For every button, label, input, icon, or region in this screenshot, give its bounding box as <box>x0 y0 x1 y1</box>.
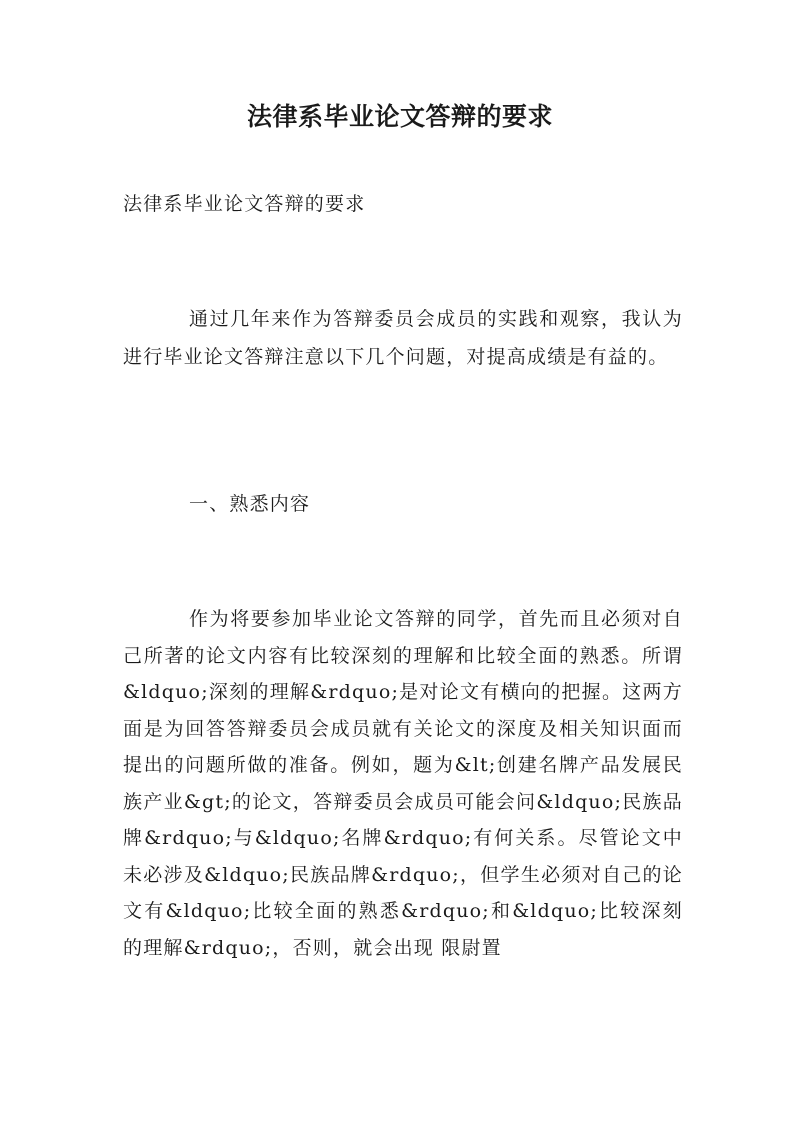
section-heading: 一、熟悉内容 <box>189 493 311 515</box>
body-paragraph: 作为将要参加毕业论文答辩的同学，首先而且必须对自己所著的论文内容有比较深刻的理解和比较全面的熟悉。所谓&ldquo;深刻的理解&rdquo;是对论文有横向的把握。这两方面是为回答答辩委员会成员就有关论文的深度及相关知识面而提出的问题所做的准备。例如，题为&lt;创建名牌产品发展民族产业&gt;的论文，答辩委员会成员可能会问&ldquo;民族品牌&rdquo;与&ldquo;名牌&rdquo;有何关系。尽管论文中未必涉及&ldquo;民族品牌&rdquo;，但学生必须对自己的论文有&ldquo;比较全面的熟悉&rdquo;和&ldquo;比较深刻的理解&rdquo;，否则，就会出现 限尉置 <box>123 608 683 959</box>
intro-paragraph: 通过几年来作为答辩委员会成员的实践和观察，我认为进行毕业论文答辩注意以下几个问题，对提高成绩是有益的。 <box>123 308 683 368</box>
document-subtitle: 法律系毕业论文答辩的要求 <box>123 193 366 215</box>
document-title: 法律系毕业论文答辩的要求 <box>246 102 553 131</box>
